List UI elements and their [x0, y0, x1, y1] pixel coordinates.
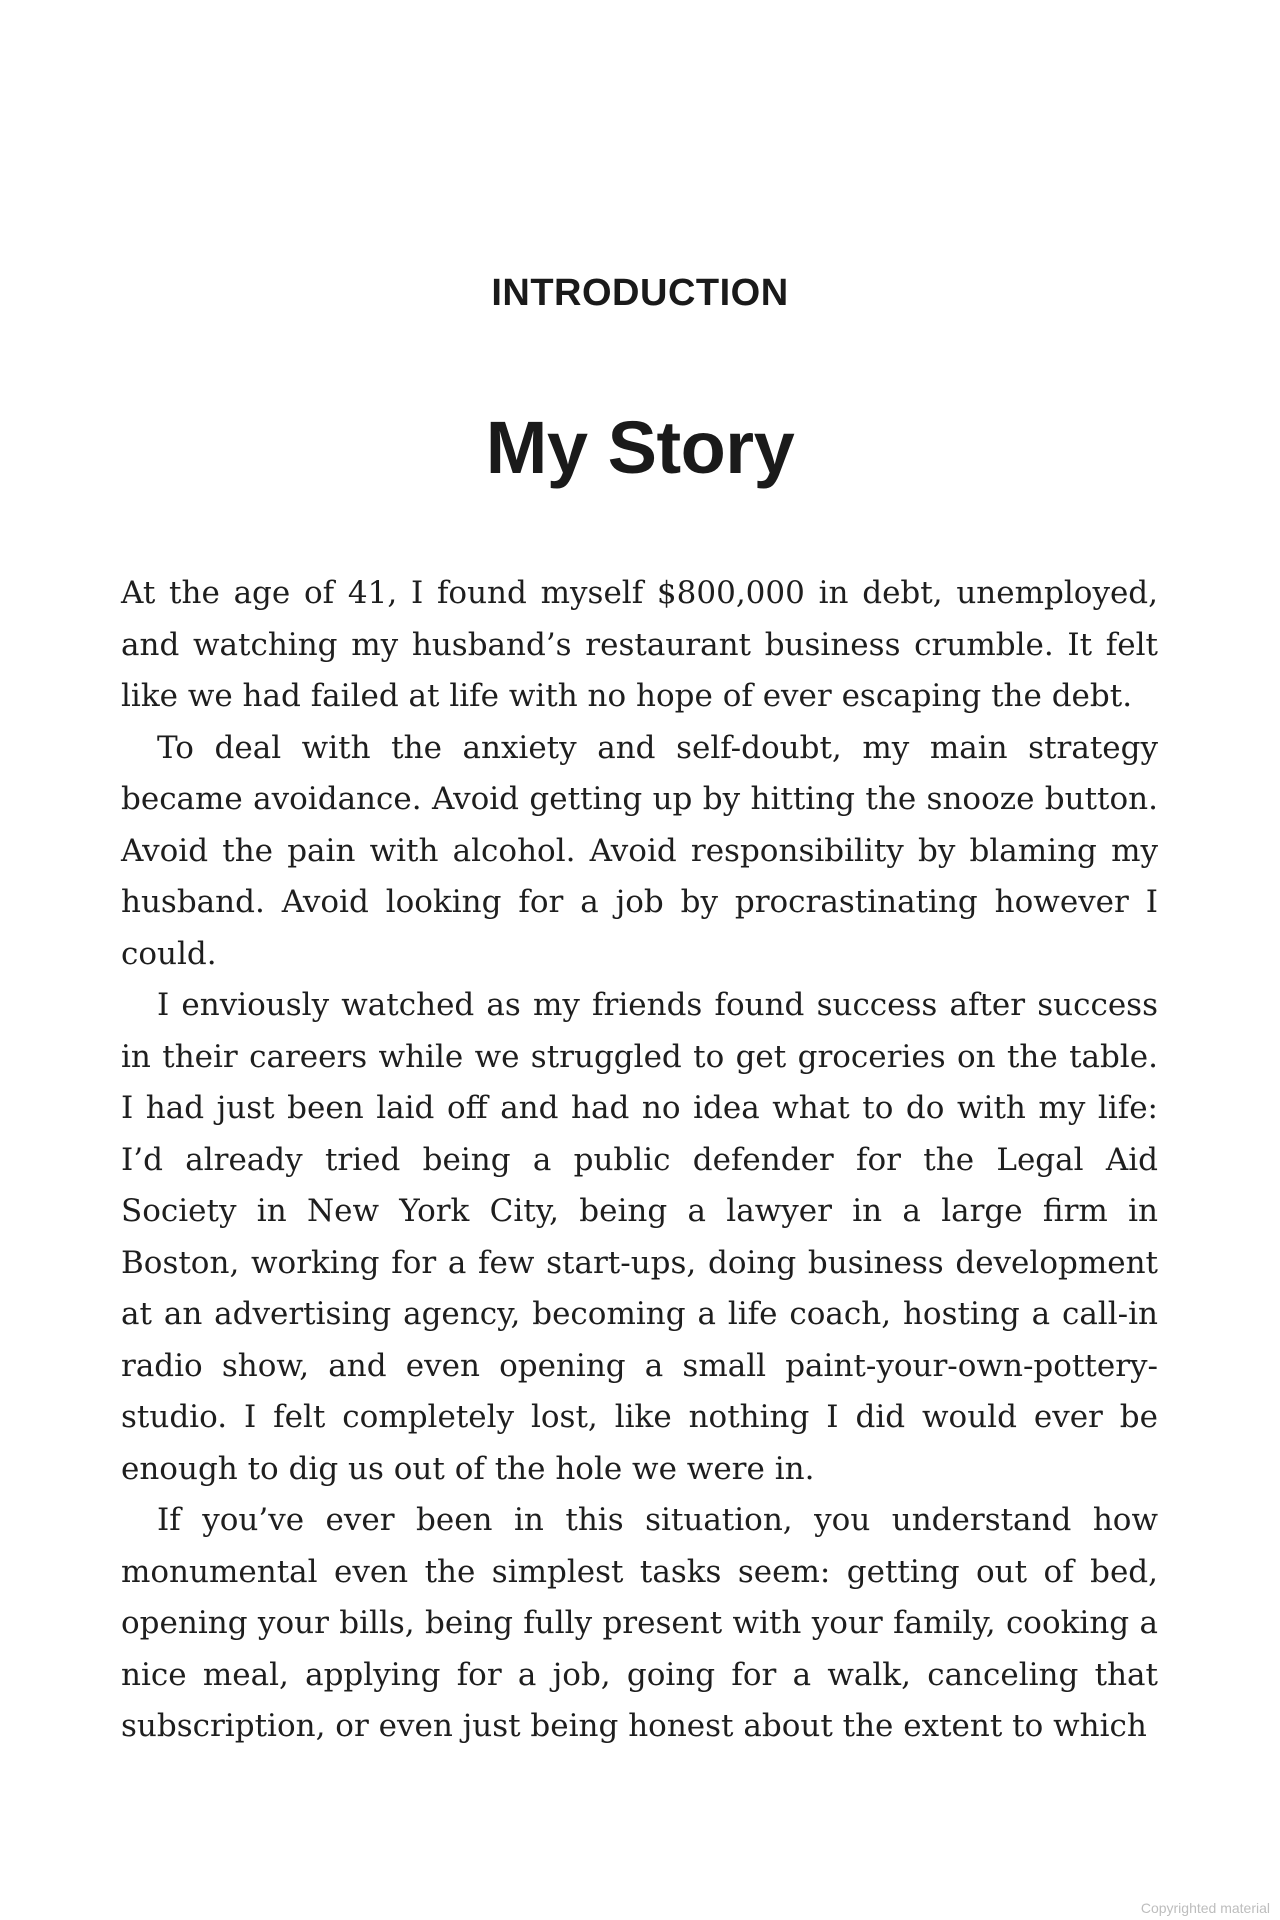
- chapter-title: My Story: [485, 406, 795, 489]
- paragraph-2: To deal with the anxiety and self-doubt, my main strategy became avoidance. Avoid getting up by hitting the snooze button. Avoid the pain with alcohol. Avoid responsibility by blaming my husband. Avoid looking for a job by procrastinating however I could.: [121, 729, 1158, 972]
- paragraph-4: If you’ve ever been in this situation, you understand how monumental even the simplest tasks seem: getting out of bed, opening your bills, being fully present with your family, cooking a nice meal, applying for a job, going for a walk, canceling that subscription, or even just being honest about the extent to which: [121, 1502, 1158, 1744]
- chapter-label: INTRODUCTION: [491, 272, 789, 314]
- paragraph-1: At the age of 41, I found myself $800,000 in debt, unemployed, and watching my husband’s restaurant business crumble. It felt like we had failed at life with no hope of ever escaping the debt.: [121, 575, 1158, 714]
- paragraph-3: I enviously watched as my friends found success after success in their careers while we struggled to get groceries on the table. I had just been laid off and had no idea what to do with my life: I’d already tried being a public defender for the Legal Aid Society in New York City, being a lawyer in a large firm in Boston, working for a few start-ups, doing business development at an advertising agency, becoming a life coach, hosting a call-in radio show, and even opening a small paint-your-own-pottery-studio. I felt completely lost, like nothing I did would ever be enough to dig us out of the hole we were in.: [121, 987, 1158, 1487]
- body-text: [121, 568, 1158, 1753]
- copyright-watermark: Copyrighted material: [1140, 1900, 1270, 1916]
